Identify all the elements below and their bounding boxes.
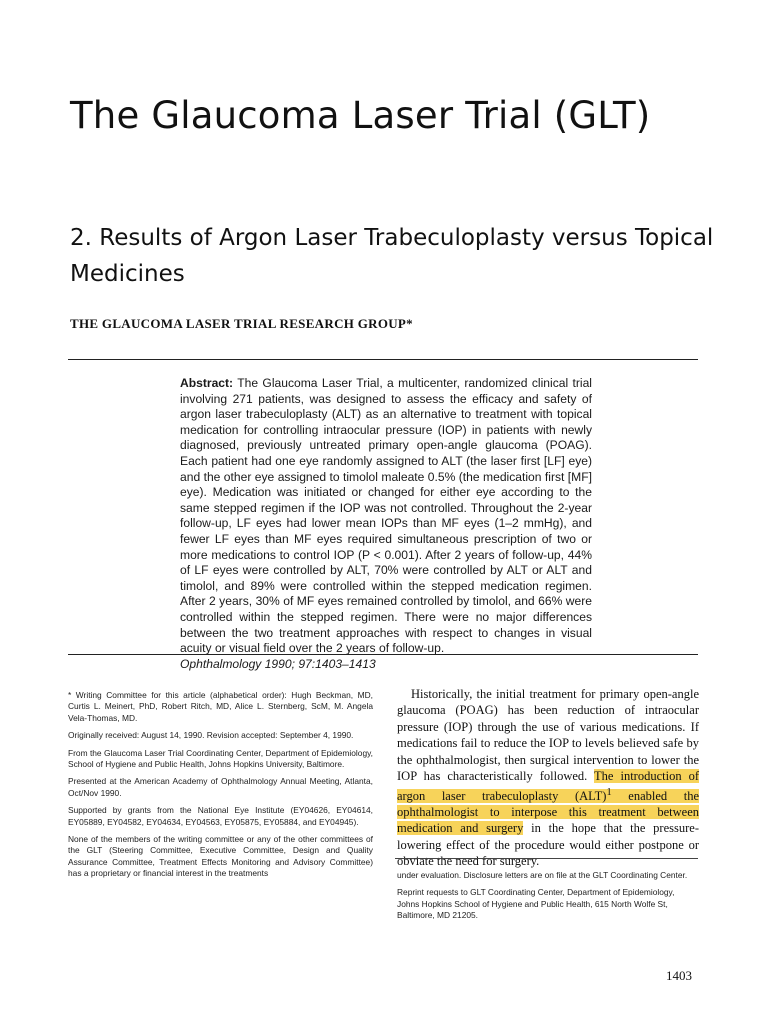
- middle-divider: [68, 654, 698, 655]
- body-text-pre: Historically, the initial treatment for primary open-angle glaucoma (POAG) has been reduction of intraocular pressure (IOP) through the use of various medications. If medications fail to reduce the IOP to levels believed safe by the ophthalmologist, then surgical intervention to lower the IOP has characteristically followed.: [397, 687, 699, 784]
- highlighted-text-a: The introduction of argon laser trabeculoplasty (ALT): [397, 769, 699, 803]
- highlighted-text-b: enabled the ophthalmologist to interpose this treatment between medication and surgery: [397, 788, 700, 836]
- footnotes-column: [68, 690, 373, 886]
- footnote-dates: Originally received: August 14, 1990. Revision accepted: September 4, 1990.: [68, 730, 354, 741]
- right-footnotes: [397, 870, 699, 928]
- footnote-continued: under evaluation. Disclosure letters are on file at the GLT Coordinating Center.: [397, 870, 688, 880]
- footnote-writing-committee: * Writing Committee for this article (alphabetical order): Hugh Beckman, MD, Curtis L. Meinert, PhD, Robert Ritch, MD, Alice L. Sternberg, ScM, M. Angela Vela-Thomas, MD.: [68, 690, 373, 723]
- body-text-post: in the hope that the pressure-lowering effect of the procedure would either postpone or obviate the need for surgery.: [397, 821, 699, 869]
- page-number: 1403: [666, 968, 692, 983]
- abstract-citation: Ophthalmology 1990; 97:1403–1413: [180, 656, 376, 671]
- abstract: [180, 376, 592, 672]
- body-paragraph: [397, 686, 699, 870]
- abstract-text: The Glaucoma Laser Trial, a multicenter, randomized clinical trial involving 271 patients, was designed to assess the efficacy and safety of argon laser trabeculoplasty (ALT) as an alternative to treatment with topical medication for controlling intraocular pressure (IOP) in patients with newly diagnosed, previously untreated primary open-angle glaucoma (POAG). Each patient had one eye randomly assigned to ALT (the laser first [LF] eye) and the other eye assigned to timolol maleate 0.5% (the medication first [MF] eye). Medication was initiated or changed for either eye according to the same stepped regimen if the IOP was not controlled. Throughout the 2-year follow-up, LF eyes had lower mean IOPs than MF eyes (1–2 mmHg), and fewer LF eyes than MF eyes required simultaneous prescription of two or more medications to control IOP (P < 0.001). After 2 years of follow-up, 44% of LF eyes were controlled by ALT, 70% were controlled by ALT or ALT and timolol, and 89% were controlled within the stepped medication regimen. After 2 years, 30% of MF eyes remained controlled by timolol, and 66% were controlled within the stepped regimen. There were no major differences between the two treatment approaches with respect to changes in visual acuity or visual field over the 2 years of follow-up.: [180, 376, 592, 656]
- author-group: THE GLAUCOMA LASER TRIAL RESEARCH GROUP*: [70, 316, 413, 331]
- footnote-reprint: Reprint requests to GLT Coordinating Center, Department of Epidemiology, Johns Hopkins School of Hygiene and Public Health, 615 North Wolfe St, Baltimore, MD 21205.: [397, 887, 675, 921]
- reference-superscript: 1: [606, 786, 612, 798]
- footnote-affiliation: From the Glaucoma Laser Trial Coordinating Center, Department of Epidemiology, School of Hygiene and Public Health, Johns Hopkins University, Baltimore.: [68, 747, 373, 770]
- footnote-disclosure: None of the members of the writing committee or any of the other committees of the GLT (Steering Committee, Executive Committee, Design and Quality Assurance Committee, Treatment Effects Monitoring and Advisory Committee) has a proprietary or financial interest in the treatments: [68, 834, 373, 879]
- footnote-presented: Presented at the American Academy of Ophthalmology Annual Meeting, Atlanta, Oct/Nov 1990.: [68, 776, 373, 798]
- article-title: The Glaucoma Laser Trial (GLT): [70, 94, 651, 137]
- top-divider: [68, 359, 698, 360]
- footnote-divider: [395, 858, 698, 859]
- abstract-label: Abstract:: [180, 376, 234, 390]
- article-subtitle: 2. Results of Argon Laser Trabeculoplasty versus Topical Medicines: [70, 225, 714, 287]
- footnote-grants: Supported by grants from the National Eye Institute (EY04626, EY04614, EY05889, EY04582, EY04634, EY04563, EY05875, EY05884, and EY04945).: [68, 805, 373, 827]
